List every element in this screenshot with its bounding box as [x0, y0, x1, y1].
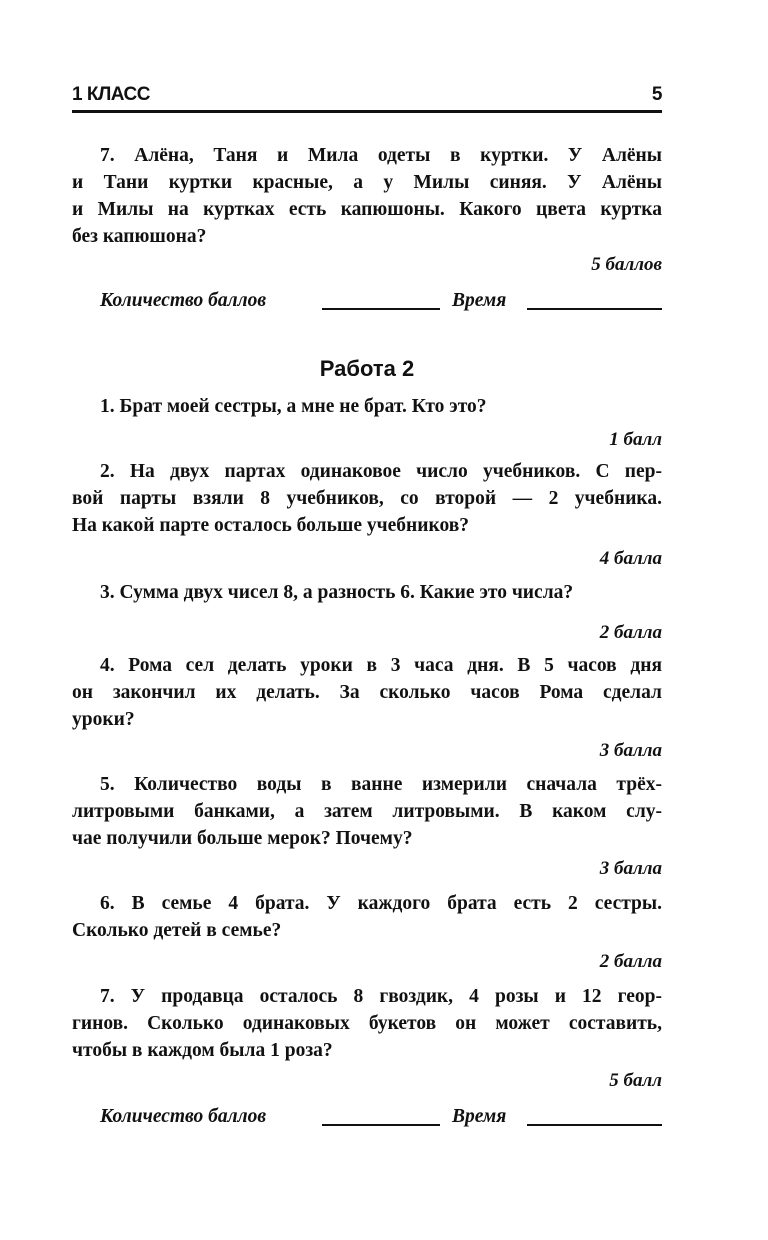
task-text-line: 7. У продавца осталось 8 гвоздик, 4 розы и 12 геор-: [100, 986, 662, 1007]
task-text-line: 6. В семье 4 брата. У каждого брата есть 2 сестры.: [100, 893, 662, 914]
task-text-line: уроки?: [72, 709, 135, 730]
section-title: Работа 2: [319, 356, 415, 381]
task-text-line: На какой парте осталось больше учебников?: [72, 515, 470, 536]
task-text-line: литровыми банками, а затем литровыми. В каком слу-: [72, 801, 662, 822]
task-text-line: и Тани куртки красные, а у Милы синяя. У Алёны: [72, 172, 662, 193]
task-score: 1 балл: [609, 429, 662, 450]
task-text-line: без капюшона?: [72, 226, 207, 247]
points-label: Количество баллов: [100, 290, 267, 311]
task-text-line: 5. Количество воды в ванне измерили сначала трёх-: [100, 774, 662, 795]
task-score: 4 балла: [599, 548, 662, 569]
task-score: 2 балла: [599, 951, 662, 972]
task-text-line: Сколько детей в семье?: [72, 920, 282, 941]
task-text-line: чае получили больше мерок? Почему?: [72, 828, 413, 849]
time-label: Время: [452, 1106, 507, 1127]
task-score: 3 балла: [599, 858, 662, 879]
task-text-line: 4. Рома сел делать уроки в 3 часа дня. В 5 часов дня: [100, 655, 662, 676]
score-time-footer: [100, 1103, 662, 1130]
task-text-line: гинов. Сколько одинаковых букетов он может составить,: [72, 1013, 662, 1034]
task-text-line: 1. Брат моей сестры, а мне не брат. Кто это?: [100, 396, 487, 417]
task-score: 5 баллов: [591, 254, 662, 275]
task-score: 3 балла: [599, 740, 662, 761]
task-text-line: 7. Алёна, Таня и Мила одеты в куртки. У Алёны: [100, 145, 662, 166]
page-number: 5: [651, 84, 662, 105]
score-time-footer: [100, 287, 662, 314]
task-text-line: 3. Сумма двух чисел 8, а разность 6. Какие это числа?: [100, 582, 574, 603]
task-score: 5 балл: [609, 1070, 662, 1091]
task-text-line: он закончил их делать. За сколько часов Рома сделал: [72, 682, 662, 703]
running-header-section: 1 КЛАСС: [72, 84, 150, 105]
time-blank: [527, 308, 662, 310]
task-text-line: вой парты взяли 8 учебников, со второй — 2 учебника.: [72, 488, 662, 509]
points-label: Количество баллов: [100, 1106, 267, 1127]
time-label: Время: [452, 290, 507, 311]
task-text-line: и Милы на куртках есть капюшоны. Какого цвета куртка: [72, 199, 662, 220]
time-blank: [527, 1124, 662, 1126]
header-rule: [72, 110, 662, 113]
task-score: 2 балла: [599, 622, 662, 643]
task-text-line: 2. На двух партах одинаковое число учебников. С пер-: [100, 461, 662, 482]
points-blank: [322, 308, 440, 310]
points-blank: [322, 1124, 440, 1126]
task-text-line: чтобы в каждом была 1 роза?: [72, 1040, 333, 1061]
